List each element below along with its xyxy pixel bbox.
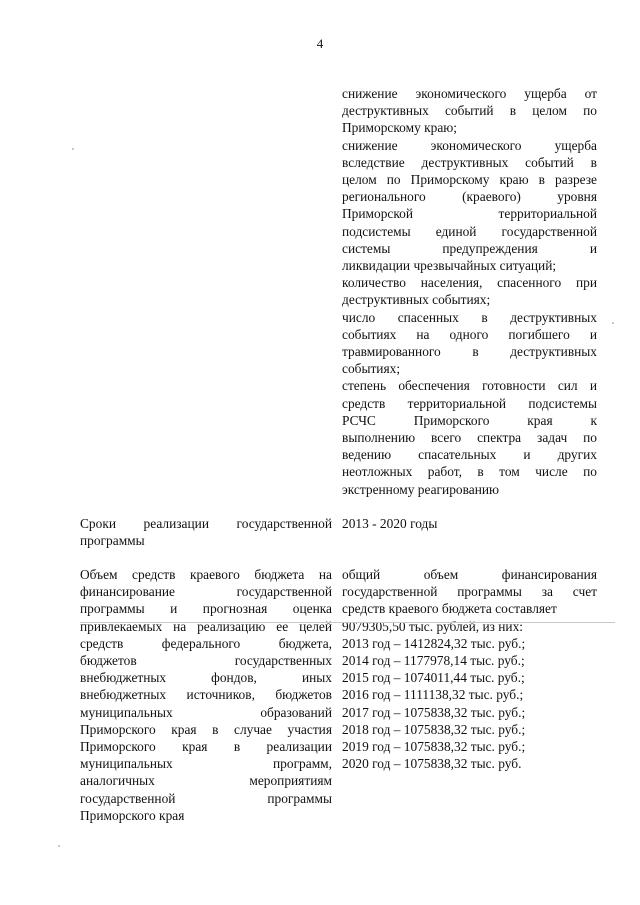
funding-year-line: 2017 год – 1075838,32 тыс. руб.; [342,704,526,720]
scan-speck [72,148,74,150]
page-number: 4 [316,36,324,51]
funding-label-line: привлекаемых на реализацию ее целей [80,618,332,634]
scan-rule [80,622,615,623]
indicator-line: средств территориальной подсистемы [342,395,597,411]
indicator-line: деструктивных событий в целом по [342,103,597,119]
indicator-line: число спасенных в деструктивных [342,309,597,325]
indicator-line: травмированного в деструктивных [342,344,597,360]
indicator-line: снижение экономического ущерба от [342,86,597,101]
indicator-line: снижение экономического ущерба [342,137,597,153]
funding-label-line: Приморского края в реализации [80,739,332,755]
funding-year-line: 2019 год – 1075838,32 тыс. руб.; [342,739,526,755]
funding-label-line: Приморского края [80,807,185,823]
funding-label-line: бюджетов государственных [80,653,332,669]
indicator-line: РСЧС Приморского края к [342,412,597,428]
terms-value-text: 2013 - 2020 годы [342,516,438,531]
scan-speck [58,845,60,847]
indicator-line: ведению спасательных и других [342,447,597,463]
indicator-line: количество населения, спасенного при [342,275,597,291]
funding-year-line: 2020 год – 1075838,32 тыс. руб. [342,756,522,772]
funding-label-line: муниципальных программ, [80,756,332,772]
indicator-line: ликвидации чрезвычайных ситуаций; [342,258,557,274]
funding-label-line: Объем средств краевого бюджета на [80,567,332,582]
indicator-line: событиях; [342,361,401,377]
funding-label-line: муниципальных образований [80,704,332,720]
funding-label-line: Приморского края в случае участия [80,721,332,737]
funding-label-line: программы и прогнозная оценка [80,601,332,617]
indicator-line: экстренному реагированию [342,481,500,497]
funding-label [80,566,332,824]
indicator-line: неотложных работ, в том числе по [342,464,597,480]
indicator-line: событиях на одного погибшего и [342,326,597,342]
funding-value [342,566,597,772]
indicator-line: Приморскому краю; [342,120,457,136]
funding-label-line: аналогичных мероприятиям [80,773,332,789]
funding-year-line: 2015 год – 1074011,44 тыс. руб.; [342,670,525,686]
indicator-line: Приморской территориальной [342,206,597,222]
indicator-line: выполнению всего спектра задач по [342,430,597,446]
indicator-line: целом по Приморскому краю в разрезе [342,172,597,188]
terms-label [80,515,332,549]
funding-label-line: финансирование государственной [80,584,332,600]
indicator-line: регионального (краевого) уровня [342,189,597,205]
indicator-line: системы предупреждения и [342,240,597,256]
indicator-line: деструктивных событиях; [342,292,491,308]
terms-label-line: программы [80,533,145,549]
funding-label-line: внебюджетных источников, бюджетов [80,687,332,703]
funding-total-line: 9079305,50 тыс. рублей, из них: [342,618,523,634]
funding-year-line: 2013 год – 1412824,32 тыс. руб.; [342,635,526,651]
funding-label-line: средств федерального бюджета, [80,635,332,651]
funding-value-line: средств краевого бюджета составляет [342,601,557,617]
funding-year-line: 2016 год – 1111138,32 тыс. руб.; [342,687,524,703]
indicators-block [342,85,597,498]
funding-value-line: государственной программы за счет [342,584,597,600]
terms-label-line: Сроки реализации государственной [80,516,332,531]
indicator-line: вследствие деструктивных событий в [342,154,597,170]
funding-year-line: 2018 год – 1075838,32 тыс. руб.; [342,721,526,737]
terms-value [342,515,597,532]
indicator-line: степень обеспечения готовности сил и [342,378,597,394]
funding-value-line: общий объем финансирования [342,567,597,582]
funding-label-line: государственной программы [80,790,332,806]
indicator-line: подсистемы единой государственной [342,223,597,239]
funding-year-line: 2014 год – 1177978,14 тыс. руб.; [342,653,525,669]
scan-speck [612,322,614,324]
funding-label-line: внебюджетных фондов, иных [80,670,332,686]
